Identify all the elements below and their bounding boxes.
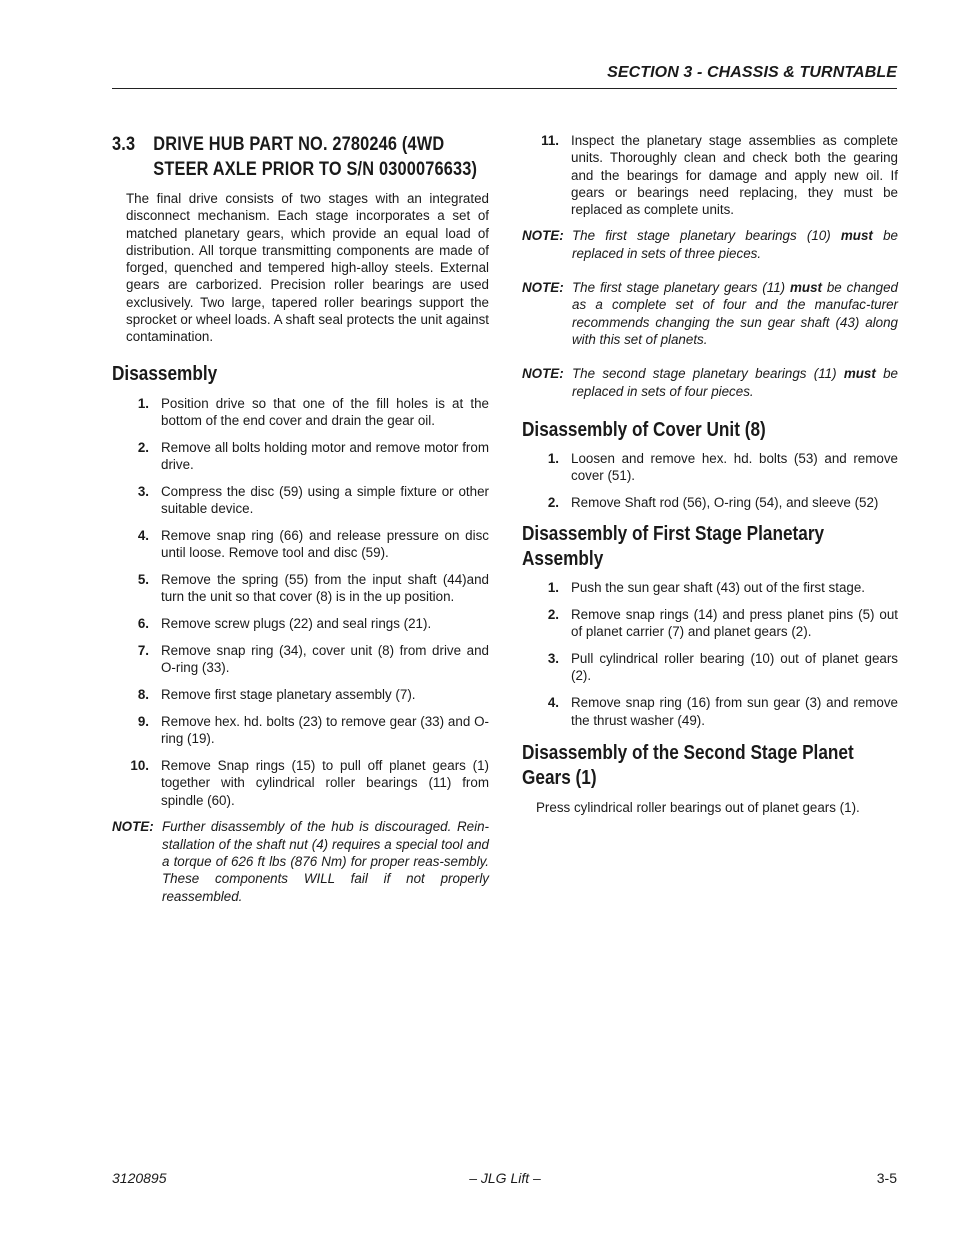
right-column <box>522 132 898 816</box>
step-number: 11. <box>541 133 559 148</box>
note-label: NOTE: <box>522 366 564 382</box>
cover-unit-heading: Disassembly of Cover Unit (8) <box>522 418 766 441</box>
step-text: Remove all bolts holding motor and remove motor from drive. <box>161 439 489 473</box>
list-item <box>112 713 489 748</box>
step-number: 8. <box>137 687 149 703</box>
note-text: The first stage planetary gears (11) must be changed as a complete set of four and the manufac-turer recommends changing the sun gear shaft (43) along with this set of planets. <box>572 280 899 347</box>
list-item <box>112 642 489 677</box>
section-heading <box>112 132 488 182</box>
step-number: 6. <box>137 616 149 632</box>
list-item <box>112 439 489 474</box>
step-number: 1. <box>547 580 559 596</box>
list-item <box>112 615 489 632</box>
step-text: Compress the disc (59) using a simple fixture or other suitable device. <box>161 483 489 517</box>
note-second-stage-bearings <box>522 365 898 400</box>
step-text: Inspect the planetary stage assemblies as complete units. Thoroughly clean and check both the gearing and the bearings for damage and apply new oil. If gears or bearings need replacing, they must be replaced as complete units. <box>571 133 898 218</box>
step-number: 2. <box>137 439 149 455</box>
list-item <box>112 527 489 562</box>
note-label: NOTE: <box>522 280 564 296</box>
note-text: The first stage planetary bearings (10) must be replaced in sets of three pieces. <box>572 228 898 261</box>
step-number: 2. <box>547 494 559 510</box>
step-number: 3. <box>547 651 559 667</box>
step-text: Remove the spring (55) from the input shaft (44)and turn the unit so that cover (8) is in the up position. <box>161 572 489 605</box>
list-item <box>112 483 489 518</box>
step-number: 10. <box>130 757 149 773</box>
step-text: Remove Snap rings (15) to pull off planet gears (1) together with cylindrical roller bearings (11) from spindle (60). <box>161 757 489 808</box>
list-item <box>522 450 898 485</box>
step-text: Remove Shaft rod (56), O-ring (54), and sleeve (52) <box>571 494 879 510</box>
section-title: DRIVE HUB PART NO. 2780246 (4WD STEER AXLE PRIOR TO S/N 0300076633) <box>153 134 478 180</box>
step-number: 1. <box>137 395 149 411</box>
step-text: Pull cylindrical roller bearing (10) out of planet gears (2). <box>571 651 898 684</box>
list-item <box>522 132 898 218</box>
note-label: NOTE: <box>112 819 154 835</box>
step-text: Remove snap ring (16) from sun gear (3) and remove the thrust washer (49). <box>571 695 898 728</box>
first-stage-steps <box>522 579 898 729</box>
list-item <box>522 494 898 511</box>
disassembly-heading: Disassembly <box>112 362 218 385</box>
list-item <box>522 579 898 596</box>
footer-doc-number: 3120895 <box>112 1170 167 1186</box>
note-first-stage-gears <box>522 279 898 348</box>
footer-page-number: 3-5 <box>876 1170 897 1186</box>
second-stage-paragraph: Press cylindrical roller bearings out of planet gears (1). <box>536 799 860 815</box>
list-item <box>112 395 489 430</box>
intro-paragraph: The final drive consists of two stages with an integrated disconnect mechanism. Each stage incorporates a set of matched planetary gears, which provide an equal load of distribution. All torque transmitting components are made of forged, quenched and tempered high-alloy steels. External gears are carborized. Precision roller bearings are used exclusively. Two large, tapered roller bearings support the sprocket or wheel loads. A shaft seal protects the unit against contamination. <box>126 191 489 345</box>
list-item <box>522 694 898 729</box>
step-number: 2. <box>547 607 559 623</box>
disassembly-steps-continued <box>522 132 898 218</box>
step-text: Remove snap ring (66) and release pressure on disc until loose. Remove tool and disc (59). <box>161 527 489 561</box>
list-item <box>112 757 489 809</box>
list-item <box>522 650 898 685</box>
step-number: 9. <box>137 713 149 729</box>
section-number: 3.3 <box>112 134 136 155</box>
step-number: 5. <box>137 572 149 588</box>
list-item <box>522 606 898 641</box>
step-number: 4. <box>137 527 149 543</box>
step-text: Push the sun gear shaft (43) out of the first stage. <box>571 580 866 596</box>
step-number: 1. <box>547 450 559 466</box>
step-number: 3. <box>137 483 149 499</box>
step-text: Remove snap rings (14) and press planet pins (5) out of planet carrier (7) and planet gears (2). <box>571 607 898 640</box>
header-rule <box>112 88 897 89</box>
step-number: 4. <box>547 695 559 711</box>
disassembly-steps <box>112 395 489 809</box>
step-text: Remove snap ring (34), cover unit (8) from drive and O-ring (33). <box>161 642 489 676</box>
note-text: The second stage planetary bearings (11) must be replaced in sets of four pieces. <box>572 366 898 399</box>
list-item <box>112 686 489 703</box>
step-text: Position drive so that one of the fill holes is at the bottom of the end cover and drain the gear oil. <box>161 395 489 428</box>
note-text: Further disassembly of the hub is discouraged. Rein-stallation of the shaft nut (4) requires a special tool and a torque of 626 ft lbs (876 Nm) for proper reas-sembly. These components WILL fail if not properly reassembled. <box>162 819 489 904</box>
step-text: Remove first stage planetary assembly (7). <box>161 687 416 703</box>
cover-unit-steps <box>522 450 898 511</box>
note-first-stage-bearings <box>522 227 898 262</box>
running-header: SECTION 3 - CHASSIS & TURNTABLE <box>607 64 897 81</box>
second-stage-heading: Disassembly of the Second Stage Planet Gears (1) <box>522 741 854 789</box>
step-text: Remove screw plugs (22) and seal rings (21). <box>161 616 432 632</box>
step-number: 7. <box>137 642 149 658</box>
step-text: Loosen and remove hex. hd. bolts (53) and remove cover (51). <box>571 450 898 484</box>
note-label: NOTE: <box>522 228 564 244</box>
step-text: Remove hex. hd. bolts (23) to remove gear (33) and O-ring (19). <box>161 713 489 747</box>
left-column <box>112 132 489 905</box>
list-item <box>112 571 489 606</box>
first-stage-heading: Disassembly of First Stage Planetary Assembly <box>522 523 825 571</box>
footer-publisher: – JLG Lift – <box>469 1170 541 1186</box>
note-discouraged <box>112 818 489 904</box>
